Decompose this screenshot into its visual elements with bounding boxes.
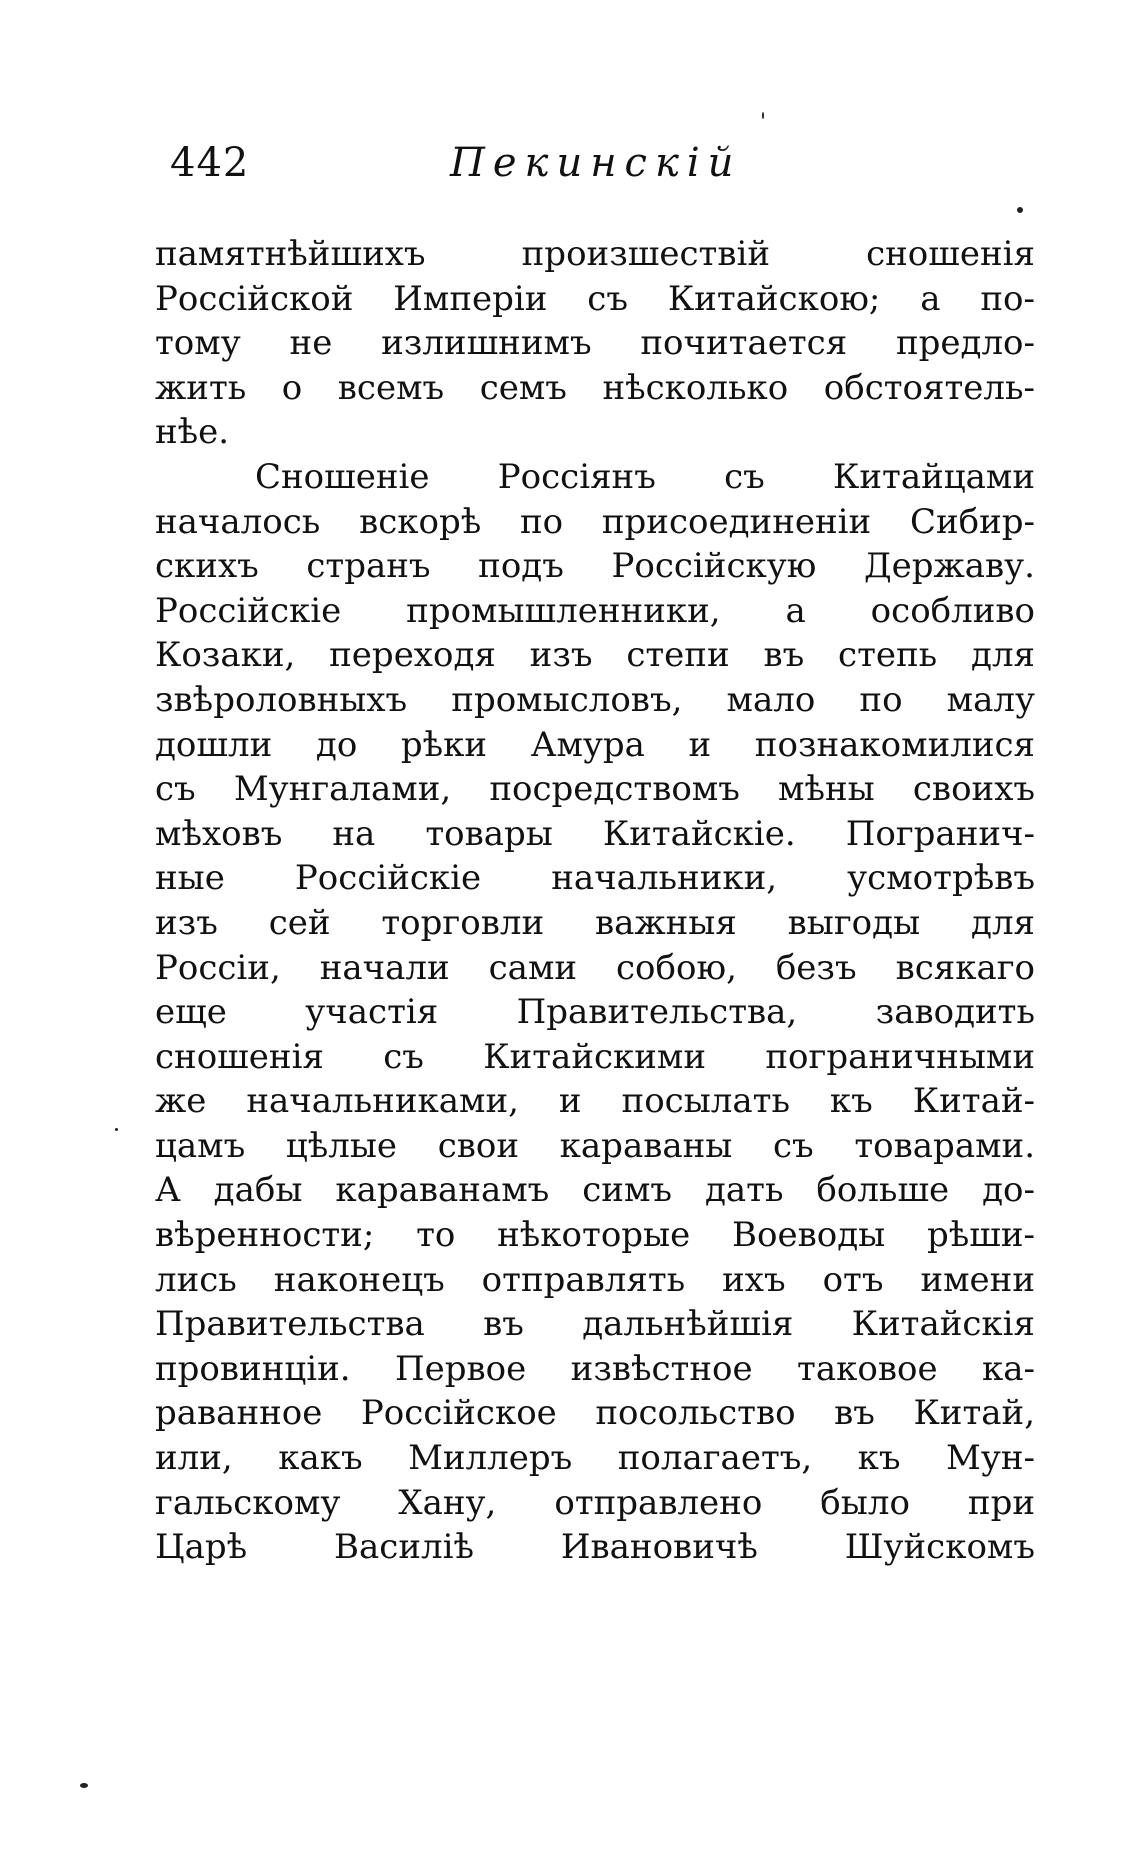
text-line: Россіи, начали сами собою, безъ всякаго — [155, 947, 1035, 988]
text-line: тому не излишнимъ почитается предло- — [155, 323, 1035, 364]
text-line: Правительства въ дальнѣйшія Китайскія — [155, 1304, 1035, 1345]
text-line: цамъ цѣлые свои караваны съ товарами. — [155, 1125, 1035, 1166]
text-line: лись наконецъ отправлять ихъ отъ имени — [155, 1259, 1035, 1300]
text-line: еще участія Правительства, заводить — [155, 992, 1035, 1033]
page-header — [170, 140, 1040, 200]
text-line: мѣховъ на товары Китайскіе. Погранич- — [155, 813, 1035, 854]
text-line: вѣренности; то нѣкоторые Воеводы рѣши- — [155, 1215, 1035, 1256]
page-number: 442 — [170, 140, 250, 186]
print-speck — [1017, 207, 1023, 213]
running-head: Пекинскій — [450, 140, 742, 186]
text-line: памятнѣйшихъ произшествій сношенія — [155, 234, 1035, 274]
text-line: съ Мунгалами, посредствомъ мѣны своихъ — [155, 769, 1035, 810]
text-line: началось вскорѣ по присоединеніи Сибир- — [155, 501, 1035, 542]
text-line: Россійской Имперіи съ Китайскою; а по- — [155, 278, 1035, 319]
text-line: гальскому Хану, отправлено было при — [155, 1482, 1035, 1523]
text-line: А дабы караванамъ симъ дать больше до- — [155, 1170, 1035, 1211]
text-line: дошли до рѣки Амура и познакомилися — [155, 724, 1035, 765]
text-line: звѣроловныхъ промысловъ, мало по малу — [155, 679, 1035, 720]
text-line: ные Россійскіе начальники, усмотрѣвъ — [155, 858, 1035, 899]
text-line: жить о всемъ семъ нѣсколько обстоятель- — [155, 367, 1035, 408]
text-line: сношенія съ Китайскими пограничными — [155, 1036, 1035, 1077]
print-speck — [762, 112, 764, 119]
text-line: скихъ странъ подъ Россійскую Державу. — [155, 546, 1035, 587]
print-speck — [115, 1128, 118, 1131]
text-line: нѣе. — [155, 412, 230, 453]
text-line: Царѣ Василіѣ Ивановичѣ Шуйскомъ — [155, 1527, 1035, 1568]
text-line: провинціи. Первое извѣстное таковое ка- — [155, 1348, 1035, 1389]
text-line: изъ сей торговли важныя выгоды для — [155, 902, 1035, 943]
text-line: Козаки, переходя изъ степи въ степь для — [155, 635, 1035, 676]
body-text — [155, 232, 1035, 1570]
text-line: или, какъ Миллеръ полагаетъ, къ Мун- — [155, 1438, 1035, 1479]
text-line: же начальниками, и посылать къ Китай- — [155, 1081, 1035, 1122]
print-speck — [80, 1783, 88, 1788]
text-line: раванное Россійское посольство въ Китай, — [155, 1393, 1035, 1434]
text-line: Россійскіе промышленники, а особливо — [155, 590, 1035, 631]
text-line: Сношеніе Россіянъ съ Китайцами — [255, 456, 1035, 497]
